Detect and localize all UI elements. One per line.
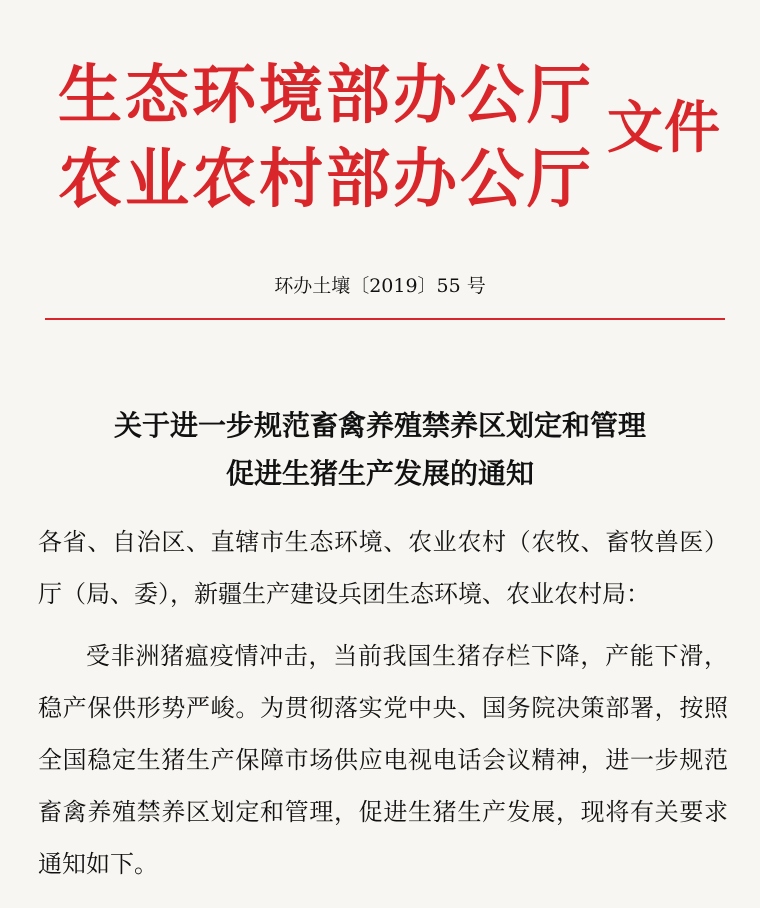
issuer-block [58, 54, 594, 222]
issuer-line-agriculture: 农业农村部办公厅 [58, 143, 594, 217]
issuer-line-environment: 生态环境部办公厅 [58, 59, 594, 133]
body-line-2: 稳产保供形势严峻。为贯彻落实党中央、国务院决策部署，按照 [38, 694, 728, 722]
body-paragraph [38, 630, 728, 890]
red-divider [45, 318, 725, 320]
body-line-3: 全国稳定生猪生产保障市场供应电视电话会议精神，进一步规范 [38, 746, 728, 774]
addressee-line-2: 厅（局、委），新疆生产建设兵团生态环境、农业农村局： [38, 580, 650, 608]
body-line-5: 通知如下。 [38, 850, 158, 878]
title-line-2: 促进生猪生产发展的通知 [225, 457, 534, 490]
document-label: 文件 [607, 96, 721, 161]
body-line-4: 畜禽养殖禁养区划定和管理，促进生猪生产发展，现将有关要求 [38, 798, 728, 826]
document-number: 环办土壤〔2019〕55 号 [274, 275, 486, 297]
body-line-1: 受非洲猪瘟疫情冲击，当前我国生猪存栏下降，产能下滑， [86, 642, 728, 670]
notice-title [0, 402, 760, 498]
title-line-1: 关于进一步规范畜禽养殖禁养区划定和管理 [113, 409, 646, 442]
addressee-block [38, 516, 728, 620]
addressee-line-1: 各省、自治区、直辖市生态环境、农业农村（农牧、畜牧兽医） [38, 528, 728, 556]
